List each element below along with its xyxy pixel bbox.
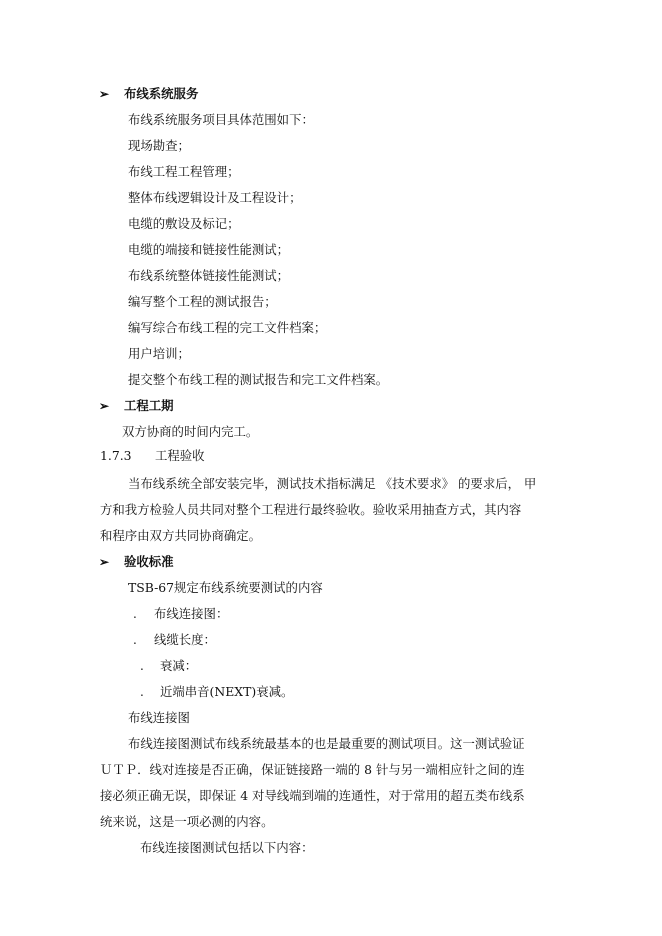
service-item: 编写综合布线工程的完工文件档案； xyxy=(128,320,327,335)
heading-cabling-service: 布线系统服务 xyxy=(124,86,199,101)
wiremap-paragraph-line: 布线连接图测试布线系统最基本的也是最重要的测试项目。这一测试验证 xyxy=(128,736,525,751)
test-item: 线缆长度： xyxy=(154,632,216,647)
wiremap-paragraph-line: ＵＴＰ．线对连接是否正确，保证链接路一端的 8 针与另一端相应针之间的连 xyxy=(100,762,525,777)
service-item: 整体布线逻辑设计及工程设计； xyxy=(128,190,302,205)
arrow-bullet-icon: ➢ xyxy=(99,87,110,101)
wiremap-paragraph-line: 统来说，这是一项必测的内容。 xyxy=(100,814,274,829)
construction-period-text: 双方协商的时间内完工。 xyxy=(122,424,259,439)
service-item: 用户培训； xyxy=(128,346,190,361)
arrow-bullet-icon: ➢ xyxy=(99,555,110,569)
service-item: 布线系统整体链接性能测试； xyxy=(128,268,290,283)
bullet-dot-icon: . xyxy=(133,607,137,621)
bullet-dot-icon: . xyxy=(140,659,144,673)
test-item: 近端串音(NEXT)衰减。 xyxy=(160,684,294,699)
bullet-dot-icon: . xyxy=(133,633,137,647)
service-item: 布线工程工程管理； xyxy=(128,164,240,179)
arrow-bullet-icon: ➢ xyxy=(99,399,110,413)
wiremap-contents-intro: 布线连接图测试包括以下内容： xyxy=(140,840,314,855)
service-item: 电缆的敷设及标记； xyxy=(128,216,240,231)
bullet-dot-icon: . xyxy=(140,685,144,699)
service-item: 编写整个工程的测试报告； xyxy=(128,294,277,309)
service-item: 提交整个布线工程的测试报告和完工文件档案。 xyxy=(128,372,389,387)
acceptance-paragraph-line: 和程序由双方共同协商确定。 xyxy=(100,528,262,543)
service-item: 现场勘查； xyxy=(128,138,190,153)
cabling-service-intro: 布线系统服务项目具体范围如下： xyxy=(128,112,314,127)
wiremap-subheading: 布线连接图 xyxy=(128,710,190,725)
test-item: 衰减： xyxy=(160,658,198,673)
heading-acceptance-criteria: 验收标准 xyxy=(124,554,174,569)
section-title: 工程验收 xyxy=(155,448,205,463)
section-number: 1.7.3 xyxy=(100,448,132,463)
tsb67-intro: TSB-67规定布线系统要测试的内容 xyxy=(128,580,323,595)
wiremap-paragraph-line: 接必须正确无误，即保证 4 对导线端到端的连通性，对于常用的超五类布线系 xyxy=(100,788,525,803)
heading-construction-period: 工程工期 xyxy=(124,398,174,413)
test-item: 布线连接图： xyxy=(154,606,229,621)
acceptance-paragraph-line: 当布线系统全部安装完毕，测试技术指标满足 《技术要求》 的要求后， 甲 xyxy=(128,476,537,491)
service-item: 电缆的端接和链接性能测试； xyxy=(128,242,290,257)
acceptance-paragraph-line: 方和我方检验人员共同对整个工程进行最终验收。验收采用抽查方式，其内容 xyxy=(100,502,522,517)
